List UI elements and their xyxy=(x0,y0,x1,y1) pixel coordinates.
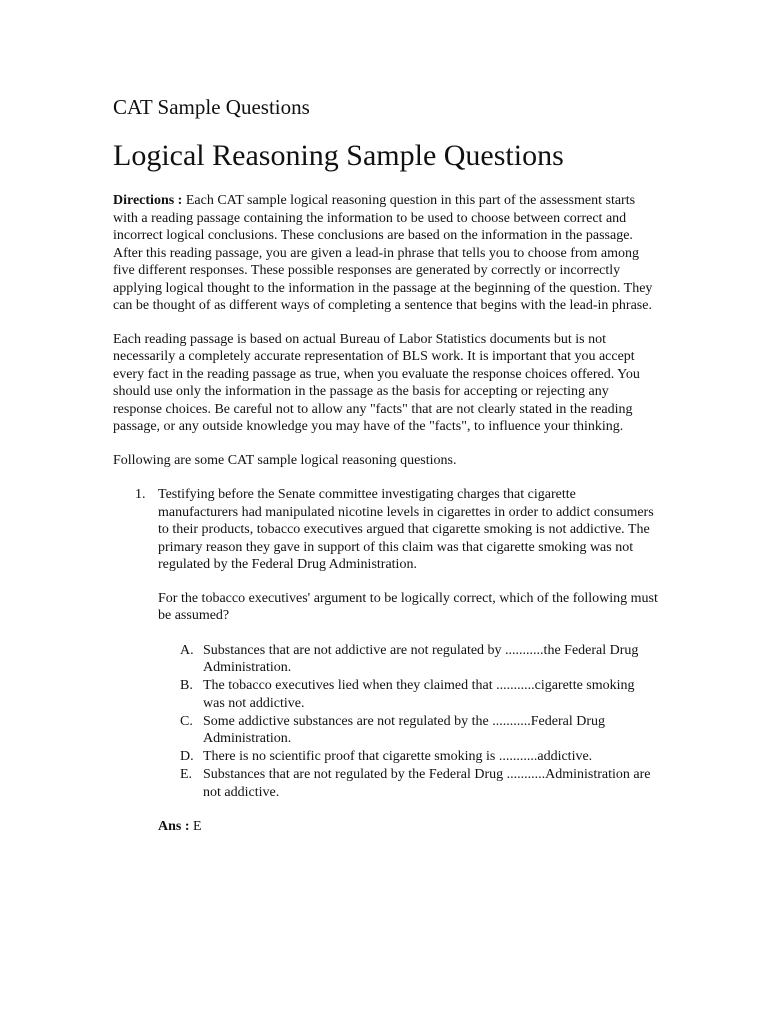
intro-paragraph: Following are some CAT sample logical reasoning questions. xyxy=(113,452,457,468)
choice-text: Some addictive substances are not regulated by the ...........Federal Drug Administration. xyxy=(203,713,605,746)
directions-text: Each CAT sample logical reasoning question in this part of the assessment starts with a reading passage containing the information to be used to choose between correct and incorrect logical conclusions. These conclusions are based on the information in the passage. After this reading passage, you are given a lead-in phrase that tells you to choose from among five different responses. These possible responses are generated by correctly or incorrectly applying logical thought to the information in the passage at the beginning of the question. They can be thought of as different ways of completing a sentence that begins with the lead-in phrase. xyxy=(113,193,653,313)
choice-item xyxy=(158,748,658,766)
directions-paragraph xyxy=(113,192,658,315)
choice-text: Substances that are not regulated by the Federal Drug ...........Administration are not addictive. xyxy=(203,767,651,800)
choice-text: The tobacco executives lied when they claimed that ...........cigarette smoking was not addictive. xyxy=(203,678,635,711)
answer-label: Ans : xyxy=(158,819,190,834)
choice-item xyxy=(158,677,658,712)
choice-letter: E. xyxy=(180,767,193,782)
choice-item xyxy=(158,642,658,677)
answer-choices xyxy=(158,642,658,802)
choice-text: There is no scientific proof that cigarette smoking is ...........addictive. xyxy=(203,749,593,764)
choice-text: Substances that are not addictive are not regulated by ...........the Federal Drug Administration. xyxy=(203,642,639,675)
directions-label: Directions : xyxy=(113,193,183,208)
question-lead-in: For the tobacco executives' argument to be logically correct, which of the following must be assumed? xyxy=(158,590,658,623)
section-heading: CAT Sample Questions xyxy=(113,95,310,119)
choice-letter: A. xyxy=(180,642,194,658)
question-item xyxy=(113,486,658,836)
question-passage: Testifying before the Senate committee investigating charges that cigarette manufacturers had manipulated nicotine levels in cigarettes in order to addict consumers to their products, tobacco executives argued that cigarette smoking is not addictive. The primary reason they gave in support of this claim was that cigarette smoking was not regulated by the Federal Drug Administration. xyxy=(158,487,654,572)
answer-line xyxy=(158,818,658,836)
question-list xyxy=(113,486,658,836)
instructions-paragraph: Each reading passage is based on actual Bureau of Labor Statistics documents but is not necessarily a completely accurate representation of BLS work. It is important that you accept every fact in the reading passage as true, when you evaluate the response choices offered. You should use only the information in the passage as the basis for accepting or rejecting any response choices. Be careful not to allow any "facts" that are not clearly stated in the reading passage, or any outside knowledge you may have of the "facts", to influence your thinking. xyxy=(113,331,640,434)
choice-letter: C. xyxy=(180,713,193,729)
choice-item xyxy=(158,713,658,748)
document-page xyxy=(113,92,658,836)
question-number: 1. xyxy=(135,487,146,502)
choice-item xyxy=(158,766,658,801)
choice-letter: B. xyxy=(180,678,193,693)
page-title: Logical Reasoning Sample Questions xyxy=(113,139,564,172)
answer-value: E xyxy=(189,819,202,834)
choice-letter: D. xyxy=(180,749,194,764)
